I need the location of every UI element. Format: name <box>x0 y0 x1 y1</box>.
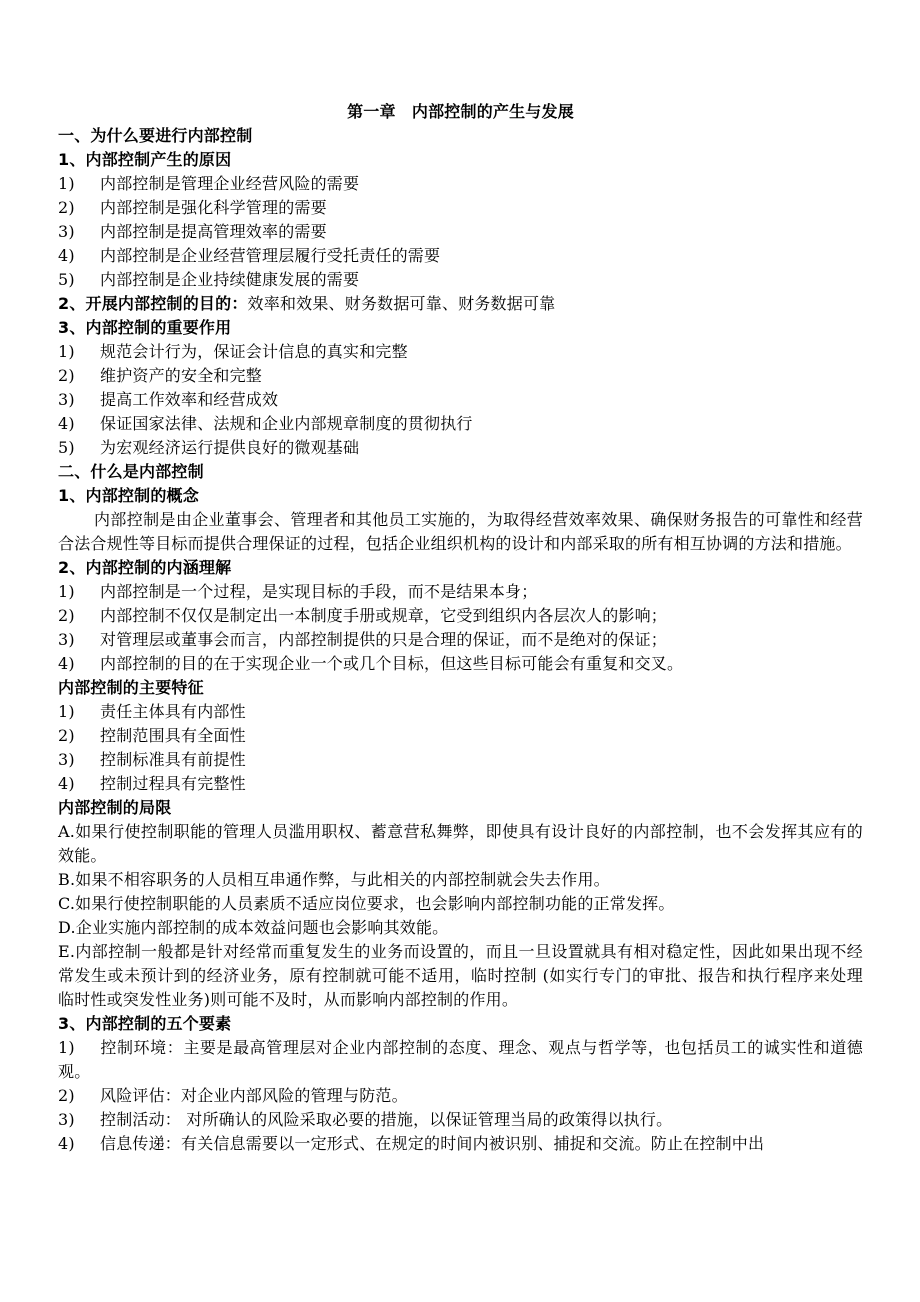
item-number: 4) <box>58 414 75 433</box>
item-number: 1) <box>58 342 75 361</box>
item-number: 3) <box>58 630 75 649</box>
item-number: 2) <box>58 198 75 217</box>
item-text: 保证国家法律、法规和企业内部规章制度的贯彻执行 <box>100 414 473 433</box>
purpose-text: 效率和效果、财务数据可靠、财务数据可靠 <box>247 294 556 313</box>
document-page <box>58 100 863 1156</box>
item-number: 4) <box>58 654 75 673</box>
limit-paragraph: B.如果不相容职务的人员相互串通作弊，与此相关的内部控制就会失去作用。 <box>58 870 610 889</box>
item-text: 风险评估：对企业内部风险的管理与防范。 <box>100 1086 408 1105</box>
section-heading: 二、什么是内部控制 <box>58 462 204 481</box>
item-text: 控制环境：主要是最高管理层对企业内部控制的态度、理念、观点与哲学等，也包括员工的诚实性和道德观。 <box>58 1038 863 1081</box>
list-item <box>58 412 863 436</box>
item-number: 3) <box>58 750 75 769</box>
list-item <box>58 436 863 460</box>
item-number: 3) <box>58 222 75 241</box>
list-item <box>58 388 863 412</box>
item-number: 4) <box>58 774 75 793</box>
section-heading: 一、为什么要进行内部控制 <box>58 126 253 145</box>
list-item <box>58 268 863 292</box>
list-item <box>58 724 863 748</box>
item-text: 内部控制是企业持续健康发展的需要 <box>100 270 360 289</box>
item-text: 内部控制是强化科学管理的需要 <box>100 198 327 217</box>
item-number: 1) <box>58 582 75 601</box>
item-number: 5) <box>58 438 75 457</box>
list-item <box>58 772 863 796</box>
item-text: 信息传递：有关信息需要以一定形式、在规定的时间内被识别、捕捉和交流。防止在控制中出 <box>100 1134 765 1153</box>
item-number: 2) <box>58 726 75 745</box>
list-item <box>58 748 863 772</box>
item-text: 控制范围具有全面性 <box>100 726 246 745</box>
concept-paragraph: 内部控制是由企业董事会、管理者和其他员工实施的，为取得经营效率效果、确保财务报告的可靠性和经营合法合规性等目标而提供合理保证的过程，包括企业组织机构的设计和内部采取的所有相互协调的方法和措施。 <box>58 510 863 553</box>
subsection-heading: 2、内部控制的内涵理解 <box>58 558 232 577</box>
item-text: 提高工作效率和经营成效 <box>100 390 279 409</box>
item-number: 2) <box>58 366 75 385</box>
element-item <box>58 1108 863 1132</box>
item-number: 1) <box>58 702 75 721</box>
limit-paragraph: E.内部控制一般都是针对经常而重复发生的业务而设置的，而且一旦设置就具有相对稳定性，因此如果出现不经常发生或未预计到的经济业务，原有控制就可能不适用，临时控制 (如实行专门的审批、报告和执行程序来处理临时性或突发性业务)则可能不及时，从而影响内部控制的作用。 <box>58 942 863 1009</box>
item-text: 控制过程具有完整性 <box>100 774 246 793</box>
item-text: 维护资产的安全和完整 <box>100 366 263 385</box>
item-number: 1) <box>58 1038 75 1057</box>
item-text: 内部控制是一个过程，是实现目标的手段，而不是结果本身； <box>100 582 538 601</box>
limit-paragraph: D.企业实施内部控制的成本效益问题也会影响其效能。 <box>58 918 449 937</box>
list-item <box>58 244 863 268</box>
item-number: 3) <box>58 1110 75 1129</box>
limit-paragraph: A.如果行使控制职能的管理人员滥用职权、蓄意营私舞弊，即使具有设计良好的内部控制，也不会发挥其应有的效能。 <box>58 822 863 865</box>
purpose-line <box>58 292 863 316</box>
item-text: 内部控制是提高管理效率的需要 <box>100 222 327 241</box>
subsection-heading: 内部控制的主要特征 <box>58 678 204 697</box>
subsection-heading: 2、开展内部控制的目的： <box>58 294 248 313</box>
chapter-title: 第一章 内部控制的产生与发展 <box>347 102 574 121</box>
list-item <box>58 220 863 244</box>
limit-paragraph: C.如果行使控制职能的人员素质不适应岗位要求，也会影响内部控制功能的正常发挥。 <box>58 894 675 913</box>
subsection-heading: 3、内部控制的重要作用 <box>58 318 232 337</box>
element-item <box>58 1084 863 1108</box>
list-item <box>58 580 863 604</box>
list-item <box>58 340 863 364</box>
item-text: 内部控制是管理企业经营风险的需要 <box>100 174 360 193</box>
item-text: 内部控制不仅仅是制定出一本制度手册或规章，它受到组织内各层次人的影响； <box>100 606 668 625</box>
list-item <box>58 364 863 388</box>
item-text: 责任主体具有内部性 <box>100 702 246 721</box>
item-text: 内部控制是企业经营管理层履行受托责任的需要 <box>100 246 441 265</box>
item-text: 对管理层或董事会而言，内部控制提供的只是合理的保证，而不是绝对的保证； <box>100 630 668 649</box>
item-text: 规范会计行为，保证会计信息的真实和完整 <box>100 342 408 361</box>
list-item <box>58 700 863 724</box>
list-item <box>58 652 863 676</box>
item-number: 2) <box>58 1086 75 1105</box>
subsection-heading: 内部控制的局限 <box>58 798 172 817</box>
subsection-heading: 3、内部控制的五个要素 <box>58 1014 232 1033</box>
item-number: 4) <box>58 246 75 265</box>
subsection-heading: 1、内部控制的概念 <box>58 486 199 505</box>
element-item <box>58 1132 863 1156</box>
item-number: 3) <box>58 390 75 409</box>
item-text: 控制标准具有前提性 <box>100 750 246 769</box>
list-item <box>58 172 863 196</box>
item-number: 2) <box>58 606 75 625</box>
item-number: 5) <box>58 270 75 289</box>
item-text: 为宏观经济运行提供良好的微观基础 <box>100 438 360 457</box>
item-text: 控制活动： 对所确认的风险采取必要的措施，以保证管理当局的政策得以执行。 <box>100 1110 673 1129</box>
list-item <box>58 628 863 652</box>
subsection-heading: 1、内部控制产生的原因 <box>58 150 232 169</box>
item-text: 内部控制的目的在于实现企业一个或几个目标，但这些目标可能会有重复和交叉。 <box>100 654 684 673</box>
item-number: 4) <box>58 1134 75 1153</box>
list-item <box>58 196 863 220</box>
list-item <box>58 604 863 628</box>
item-number: 1) <box>58 174 75 193</box>
element-item <box>58 1036 863 1084</box>
